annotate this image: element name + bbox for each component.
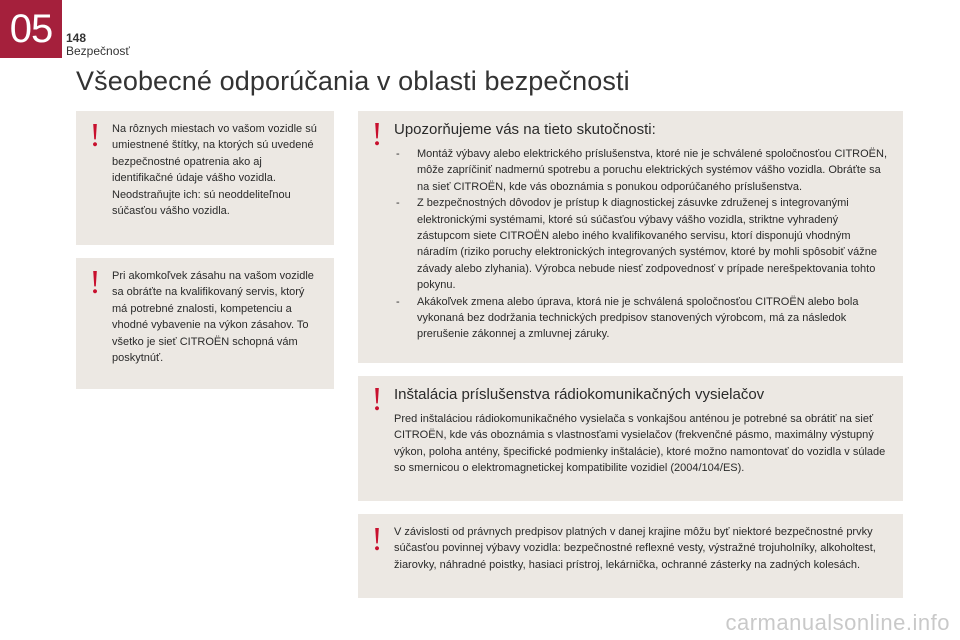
warning-icon: ! xyxy=(89,264,101,301)
warning-icon: ! xyxy=(89,117,101,154)
radio-warning-box xyxy=(358,376,903,501)
labels-warning-text: Na rôznych miestach vo vašom vozidle sú umiestnené štítky, na ktorých sú uvedené bezpečnostné opatrenia ako aj identifikačné údaje vášho vozidla. Neodstraňujte ich: sú neoddeliteľnou súčasťou vášho vozidla. xyxy=(112,123,317,218)
notice-heading: Upozorňujeme vás na tieto skutočnosti: xyxy=(394,121,656,138)
notice-warning-box xyxy=(358,111,903,363)
radio-text: Pred inštaláciou rádiokomunikačného vysielača s vonkajšou anténou je potrebné sa obrátiť na sieť CITROËN, kde vás oboznámia s vlastnosťami vysielačov (frekvenčné pásmo, maximálny výstupný výkon, poloha antény, špecifické podmienky inštalácie), ktoré možno namontovať do vozidla v súlade so smernicou o elektromagnetickej kompatibilite vozidiel (2004/104/ES). xyxy=(394,413,886,475)
warning-icon: ! xyxy=(371,116,383,153)
list-item: - Montáž výbavy alebo elektrického príslušenstva, ktoré nie je schválené spoločnosťou CITROËN, môže zapríčiniť nadmernú spotrebu a poruchu elektrických systémov vášho vozidla. Obráťte sa na sieť CITROËN, kde vás oboznámia s ponukou odporúčaného príslušenstva. xyxy=(394,146,891,195)
legal-warning-text: V závislosti od právnych predpisov platných v danej krajine môžu byť niektoré bezpečnostné prvky súčasťou povinnej výbavy vozidla: bezpečnostné reflexné vesty, výstražné trojuholníky, alkoholtest, žiarovky, náhradné poistky, hasiaci prístroj, lekárnička, ochranné zásterky na zadných kolesách. xyxy=(394,526,876,571)
watermark: carmanualsonline.info xyxy=(725,610,950,635)
list-item: - Z bezpečnostných dôvodov je prístup k diagnostickej zásuvke združenej s integrovanými elektronickými systémami, ktoré sú súčasťou výbavy vášho vozidla, striktne vyhradený zástupcom siete CITROËN alebo iného kvalifikovaného servisu, ktorí disponujú vhodným náradím (riziko poruchy elektronických integrovaných systémov, ktoré by mohli spôsobiť vážne závady alebo zlyhania). Výrobca nebude niesť zodpovednosť v prípade nerešpektovania tohto pokynu. xyxy=(394,195,891,293)
section-name: Bezpečnosť xyxy=(66,44,130,58)
chapter-tab: 05 xyxy=(0,0,62,58)
page-title: Všeobecné odporúčania v oblasti bezpečnosti xyxy=(76,66,630,96)
list-item: - Akákoľvek zmena alebo úprava, ktorá nie je schválená spoločnosťou CITROËN alebo bola vykonaná bez dodržania technických predpisov stanovených výrobcom, má za následok prerušenie zákonnej a zmluvnej záruky. xyxy=(394,294,891,343)
labels-warning-box xyxy=(76,111,334,245)
intervention-warning-text: Pri akomkoľvek zásahu na vašom vozidle sa obráťte na kvalifikovaný servis, ktorý má potrebné znalosti, kompetenciu a vhodné vybavenie na výkon zásahov. To všetko je sieť CITROËN schopná vám poskytnúť. xyxy=(112,270,314,365)
warning-icon: ! xyxy=(371,381,383,418)
intervention-warning-box xyxy=(76,258,334,389)
page-number: 148 xyxy=(66,31,87,45)
legal-warning-box xyxy=(358,514,903,598)
notice-list xyxy=(394,146,891,343)
radio-heading: Inštalácia príslušenstva rádiokomunikačných vysielačov xyxy=(394,386,765,403)
warning-icon: ! xyxy=(371,521,383,558)
